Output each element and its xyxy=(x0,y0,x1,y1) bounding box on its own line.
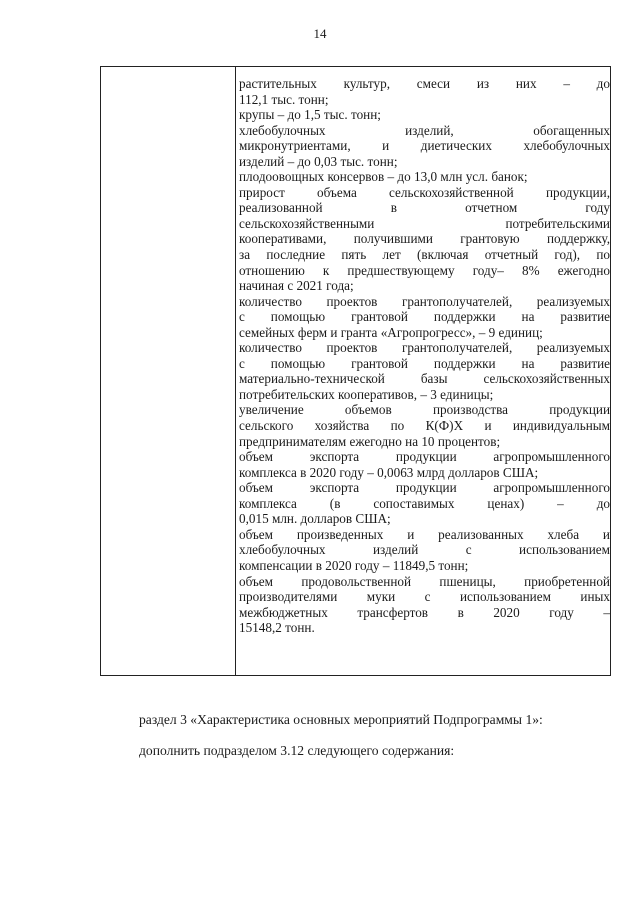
table-text-line: 15148,2 тонн. xyxy=(239,620,315,636)
table-text-line: хлебобулочных изделий, обогащенных xyxy=(239,122,610,138)
table-text-line: реализованной в отчетном году xyxy=(239,200,610,216)
table-text-line: начиная с 2021 года; xyxy=(239,278,354,294)
table-text-line: производителями муки с использованием иных xyxy=(239,589,610,605)
table-text-line: с помощью грантовой поддержки на развитие xyxy=(239,309,610,325)
table-text-line: прирост объема сельскохозяйственной продукции, xyxy=(239,184,610,200)
add-subsection-text: дополнить подразделом 3.12 следующего содержания: xyxy=(139,743,455,758)
table-text-line: микронутриентами, и диетических хлебобулочных xyxy=(239,138,610,154)
table-right-cell xyxy=(236,67,610,675)
table-text-line: хлебобулочных изделий с использованием xyxy=(239,542,610,558)
section-3-heading-text: раздел 3 «Характеристика основных мероприятий Подпрограммы 1»: xyxy=(139,712,543,727)
table-text-line: плодоовощных консервов – до 13,0 млн усл. банок; xyxy=(239,169,528,185)
table-text-line: 112,1 тыс. тонн; xyxy=(239,91,329,107)
table-text-line: 0,015 млн. долларов США; xyxy=(239,511,391,527)
table-text-line: отношению к предшествующему году– 8% ежегодно xyxy=(239,262,610,278)
table-text-line: объем экспорта продукции агропромышленного xyxy=(239,480,610,496)
table-text-line: объем продовольственной пшеницы, приобретенной xyxy=(239,573,610,589)
table-text-line: материально-технической базы сельскохозяйственных xyxy=(239,371,610,387)
table-text-line: межбюджетных трансфертов в 2020 году – xyxy=(239,604,610,620)
page-number: 14 xyxy=(313,26,327,41)
table-text-line: за последние пять лет (включая отчетный год), по xyxy=(239,247,610,263)
table-text-line: увеличение объемов производства продукции xyxy=(239,402,610,418)
table-text-line: семейных ферм и гранта «Агропрогресс», – 9 единиц; xyxy=(239,324,543,340)
table-left-cell xyxy=(101,67,236,675)
table-text-line: крупы – до 1,5 тыс. тонн; xyxy=(239,107,381,123)
table-text-line: объем произведенных и реализованных хлеба и xyxy=(239,526,610,542)
table-text-line: изделий – до 0,03 тыс. тонн; xyxy=(239,153,398,169)
table-text-line: компенсации в 2020 году – 11849,5 тонн; xyxy=(239,557,469,573)
table-text-line: количество проектов грантополучателей, реализуемых xyxy=(239,340,610,356)
table-text-line: количество проектов грантополучателей, реализуемых xyxy=(239,293,610,309)
table-text-line: с помощью грантовой поддержки на развитие xyxy=(239,355,610,371)
table-text-line: сельскохозяйственными потребительскими xyxy=(239,215,610,231)
table-text-line: комплекса в 2020 году – 0,0063 млрд долларов США; xyxy=(239,464,539,480)
table-text-line: кооперативами, получившими грантовую поддержку, xyxy=(239,231,610,247)
table-text-line: объем экспорта продукции агропромышленного xyxy=(239,449,610,465)
table-text-line: предпринимателям ежегодно на 10 процентов; xyxy=(239,433,501,449)
table-text-line: потребительских кооперативов, – 3 единицы; xyxy=(239,386,494,402)
indicators-table xyxy=(100,66,611,676)
table-text-line: комплекса (в сопоставимых ценах) – до xyxy=(239,495,610,511)
table-text-line: сельского хозяйства по К(Ф)Х и индивидуальным xyxy=(239,418,610,434)
table-text-line: растительных культур, смеси из них – до xyxy=(239,76,610,91)
